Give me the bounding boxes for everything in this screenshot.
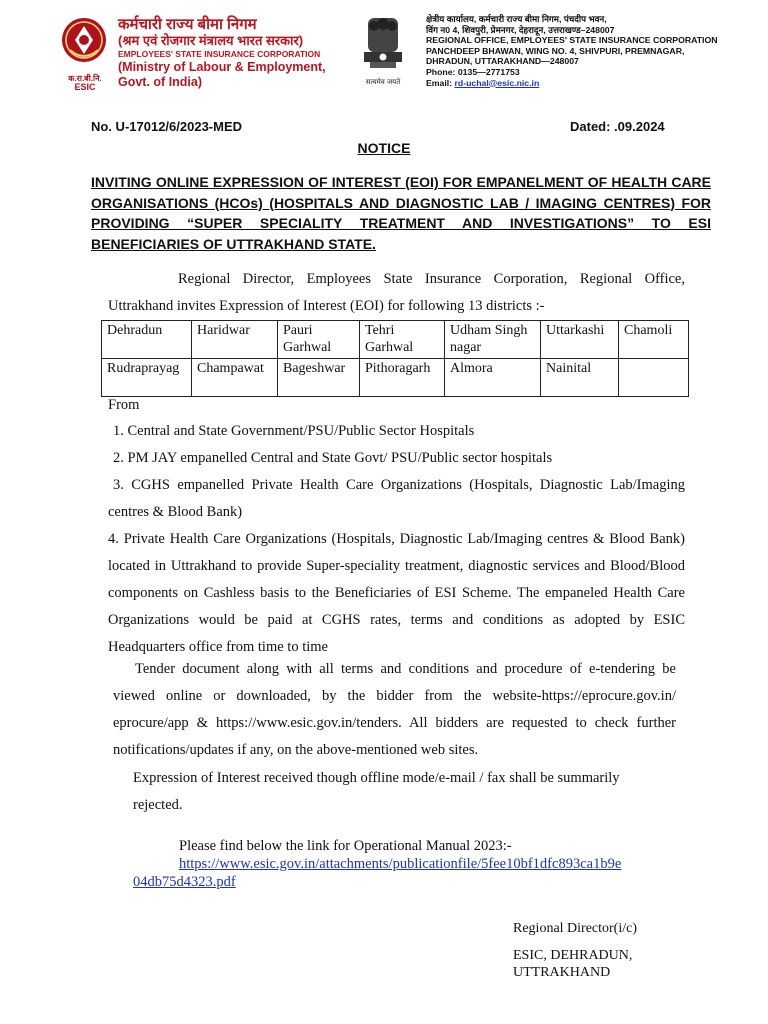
organisation-name-block — [118, 16, 358, 90]
district-cell — [619, 359, 689, 397]
logo-caption-hindi: क.रा.बी.नि. — [68, 74, 102, 83]
email-link[interactable]: rd-uchal@esic.nic.in — [454, 77, 540, 88]
district-cell: Dehradun — [102, 321, 192, 359]
district-cell: Champawat — [192, 359, 278, 397]
office-address-hindi-2: विंग न0 4, शिवपुरी, प्रेमनगर, देहरादून, उत्तराखण्ड–248007 — [426, 24, 615, 35]
operational-manual-section — [133, 837, 653, 891]
district-cell: Uttarkashi — [541, 321, 619, 359]
signatory-state: UTTRAKHAND — [513, 965, 611, 980]
email-label: Email: — [426, 77, 453, 88]
district-cell: Chamoli — [619, 321, 689, 359]
notice-title: NOTICE — [357, 140, 411, 156]
list-item: 3. CGHS empanelled Private Health Care Organizations (Hospitals, Diagnostic Lab/Imaging centres & Blood Bank) — [108, 477, 685, 520]
table-row — [102, 321, 689, 359]
national-emblem — [354, 12, 412, 90]
tender-text: Tender document along with all terms and conditions and procedure of e-tendering be viewed online or downloaded, by the bidder from the website-https://eprocure.gov.in/ eprocure/app & https://www.esic.gov.in/tenders. All bidders are requested to check further notifications/updates if any, on the above-mentioned web sites. — [113, 661, 676, 758]
govt-of-india: Govt. of India) — [118, 75, 203, 89]
intro-text: Regional Director, Employees State Insurance Corporation, Regional Office, Uttrakhand invites Expression of Interest (EOI) for following 13 districts :- — [108, 271, 685, 314]
signatory-designation: Regional Director(i/c) — [513, 921, 638, 936]
org-name-english: EMPLOYEES' STATE INSURANCE CORPORATION — [118, 49, 321, 59]
district-cell: Tehri Garhwal — [360, 321, 445, 359]
esic-logo — [60, 16, 108, 68]
manual-link-line-2[interactable]: 04db75d4323.pdf — [133, 874, 236, 890]
notice-subject: INVITING ONLINE EXPRESSION OF INTEREST (EOI) FOR EMPANELMENT OF HEALTH CARE ORGANISATIONS (HCOs) (HOSPITALS AND DIAGNOSTIC LAB / IMAGING CENTRES) FOR PROVIDING “SUPER SPECIALITY TREATMENT AND INVESTIGATIONS” TO ESI BENEFICIARIES OF UTTRAKHAND STATE. — [91, 174, 711, 252]
office-name-english: REGIONAL OFFICE, EMPLOYEES' STATE INSURANCE CORPORATION — [426, 35, 718, 46]
offline-rejection-note: Expression of Interest received though offline mode/e-mail / fax shall be summarily rejected. — [133, 770, 620, 813]
manual-label: Please find below the link for Operational Manual 2023:- — [179, 838, 512, 854]
eligible-organisations-list — [108, 418, 685, 661]
manual-link-line-1[interactable]: https://www.esic.gov.in/attachments/publicationfile/5fee10bf1dfc893ca1b9e — [179, 856, 622, 872]
district-cell: Almora — [445, 359, 541, 397]
office-address-block — [426, 14, 756, 88]
district-cell: Bageshwar — [278, 359, 360, 397]
org-name-hindi: कर्मचारी राज्य बीमा निगम — [118, 16, 257, 33]
logo-caption — [58, 74, 112, 92]
district-cell: Pithoragarh — [360, 359, 445, 397]
list-item: 2. PM JAY empanelled Central and State Govt/ PSU/Public sector hospitals — [113, 450, 553, 466]
ministry-english: (Ministry of Labour & Employment, — [118, 60, 326, 74]
office-phone: Phone: 0135—2771753 — [426, 66, 520, 77]
notice-date: Dated: .09.2024 — [570, 119, 665, 134]
reference-number: No. U-17012/6/2023-MED — [91, 119, 243, 134]
tender-paragraph — [113, 656, 676, 764]
office-address-english-1: PANCHDEEP BHAWAN, WING NO. 4, SHIVPURI, PREMNAGAR, — [426, 45, 685, 56]
office-address-hindi-1: क्षेत्रीय कार्यालय, कर्मचारी राज्य बीमा निगम, पंचदीप भवन, — [426, 14, 607, 24]
office-address-english-2: DHRADUN, UTTARAKHAND—248007 — [426, 56, 579, 67]
list-item: 4. Private Health Care Organizations (Hospitals, Diagnostic Lab/Imaging centres & Blood Bank) located in Uttrakhand to provide Super-speciality treatment, diagnostic services and Blood/Blood components on Cashless basis to the Beneficiaries of ESI Scheme. The empaneled Health Care Organizations would be paid at CGHS rates, terms and conditions as adopted by ESIC Headquarters office from time to time — [108, 531, 685, 655]
logo-caption-english: ESIC — [74, 82, 96, 92]
district-cell: Pauri Garhwal — [278, 321, 360, 359]
list-item: 1. Central and State Government/PSU/Public Sector Hospitals — [113, 423, 475, 439]
intro-paragraph — [108, 266, 685, 320]
district-cell: Nainital — [541, 359, 619, 397]
from-label: From — [108, 397, 140, 413]
ministry-hindi: (श्रम एवं रोजगार मंत्रालय भारत सरकार) — [118, 33, 304, 48]
districts-table — [101, 320, 689, 397]
signature-block — [513, 920, 713, 981]
table-row — [102, 359, 689, 397]
district-cell: Haridwar — [192, 321, 278, 359]
emblem-motto: सत्यमेव जयते — [365, 78, 401, 86]
signatory-office: ESIC, DEHRADUN, — [513, 948, 633, 963]
district-cell: Rudraprayag — [102, 359, 192, 397]
district-cell: Udham Singh nagar — [445, 321, 541, 359]
office-email — [426, 78, 756, 89]
